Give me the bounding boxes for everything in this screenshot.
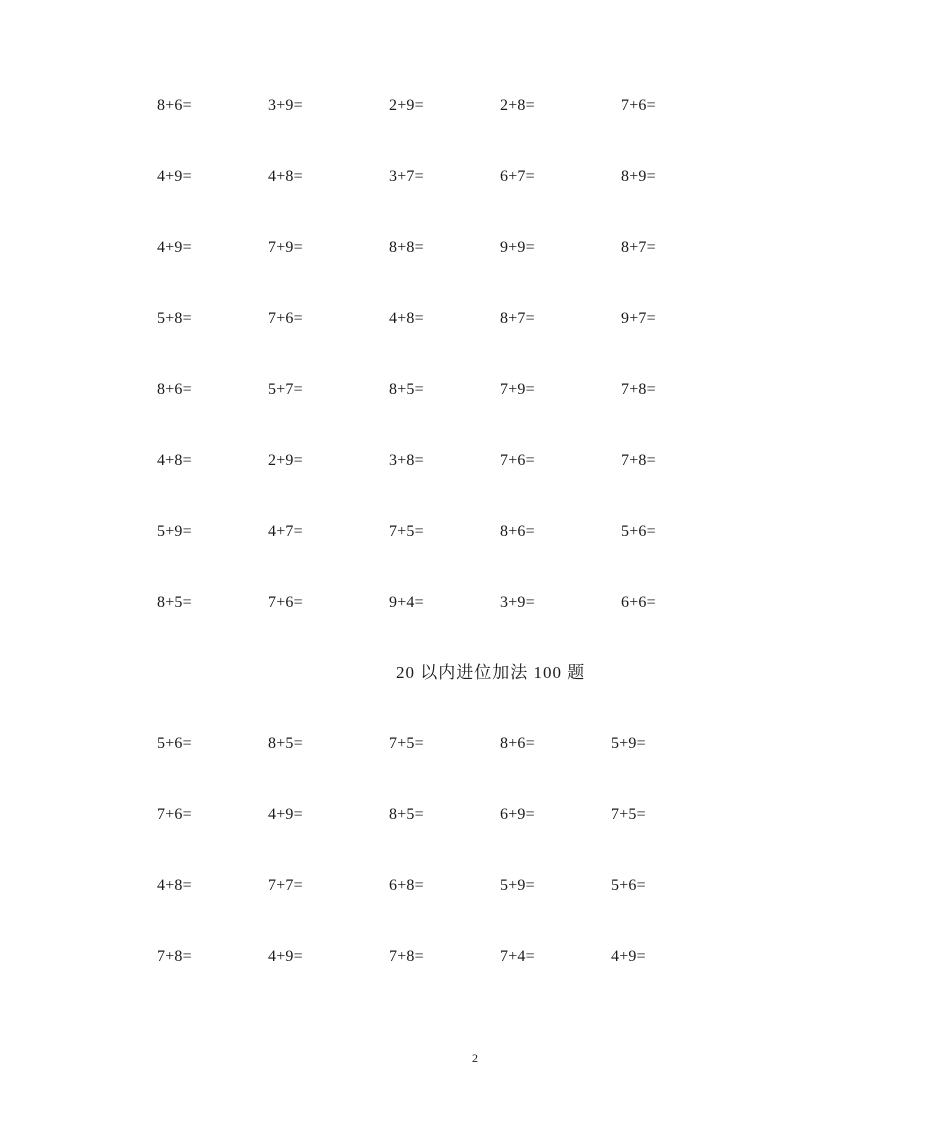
problem: 8+7= [621,239,656,256]
problem-row [0,378,950,402]
problem-row [0,94,950,118]
problem: 4+7= [268,523,303,540]
problem: 7+7= [268,877,303,894]
problem: 4+9= [157,168,192,185]
problem: 8+6= [500,523,535,540]
problem-row [0,449,950,473]
problem: 7+6= [500,452,535,469]
problem: 8+6= [157,97,192,114]
problem: 5+7= [268,381,303,398]
problem-row [0,803,950,827]
problem: 2+9= [389,97,424,114]
problem: 7+6= [268,310,303,327]
problem: 8+5= [268,735,303,752]
problem: 8+6= [500,735,535,752]
problem: 7+9= [500,381,535,398]
problem: 7+5= [389,735,424,752]
problem: 8+5= [157,594,192,611]
problem-row [0,591,950,615]
problem: 7+5= [611,806,646,823]
problem: 6+9= [500,806,535,823]
problem-row [0,732,950,756]
problem: 5+9= [157,523,192,540]
problem: 7+8= [621,381,656,398]
problem: 9+4= [389,594,424,611]
problem: 4+9= [611,948,646,965]
problem: 3+7= [389,168,424,185]
problem: 9+9= [500,239,535,256]
problem: 7+6= [621,97,656,114]
problem-row [0,874,950,898]
problem-row [0,945,950,969]
problem: 3+8= [389,452,424,469]
problem: 4+9= [157,239,192,256]
problem: 4+8= [268,168,303,185]
problem: 8+9= [621,168,656,185]
problem: 2+9= [268,452,303,469]
problem: 5+6= [611,877,646,894]
problem: 8+5= [389,381,424,398]
problem: 5+8= [157,310,192,327]
section-heading: 20 以内进位加法 100 题 [396,663,586,682]
problem: 7+4= [500,948,535,965]
problem: 3+9= [268,97,303,114]
problem: 8+7= [500,310,535,327]
problem: 7+9= [268,239,303,256]
page-number: 2 [472,1051,478,1065]
problem: 6+8= [389,877,424,894]
problem: 5+9= [500,877,535,894]
problem: 7+8= [389,948,424,965]
problem: 8+8= [389,239,424,256]
problem: 7+6= [268,594,303,611]
problem: 4+9= [268,948,303,965]
problem: 6+7= [500,168,535,185]
problem: 4+9= [268,806,303,823]
problem: 6+6= [621,594,656,611]
problem-row [0,307,950,331]
problem-row [0,165,950,189]
problem: 7+6= [157,806,192,823]
problem: 3+9= [500,594,535,611]
problem-row [0,236,950,260]
problem: 5+6= [621,523,656,540]
problem: 4+8= [157,452,192,469]
problem-row [0,520,950,544]
problem: 4+8= [157,877,192,894]
problem: 5+6= [157,735,192,752]
problem: 7+8= [621,452,656,469]
problem: 7+8= [157,948,192,965]
problem: 5+9= [611,735,646,752]
problem: 2+8= [500,97,535,114]
problem: 8+6= [157,381,192,398]
problem: 4+8= [389,310,424,327]
problem: 8+5= [389,806,424,823]
problem: 7+5= [389,523,424,540]
problem: 9+7= [621,310,656,327]
